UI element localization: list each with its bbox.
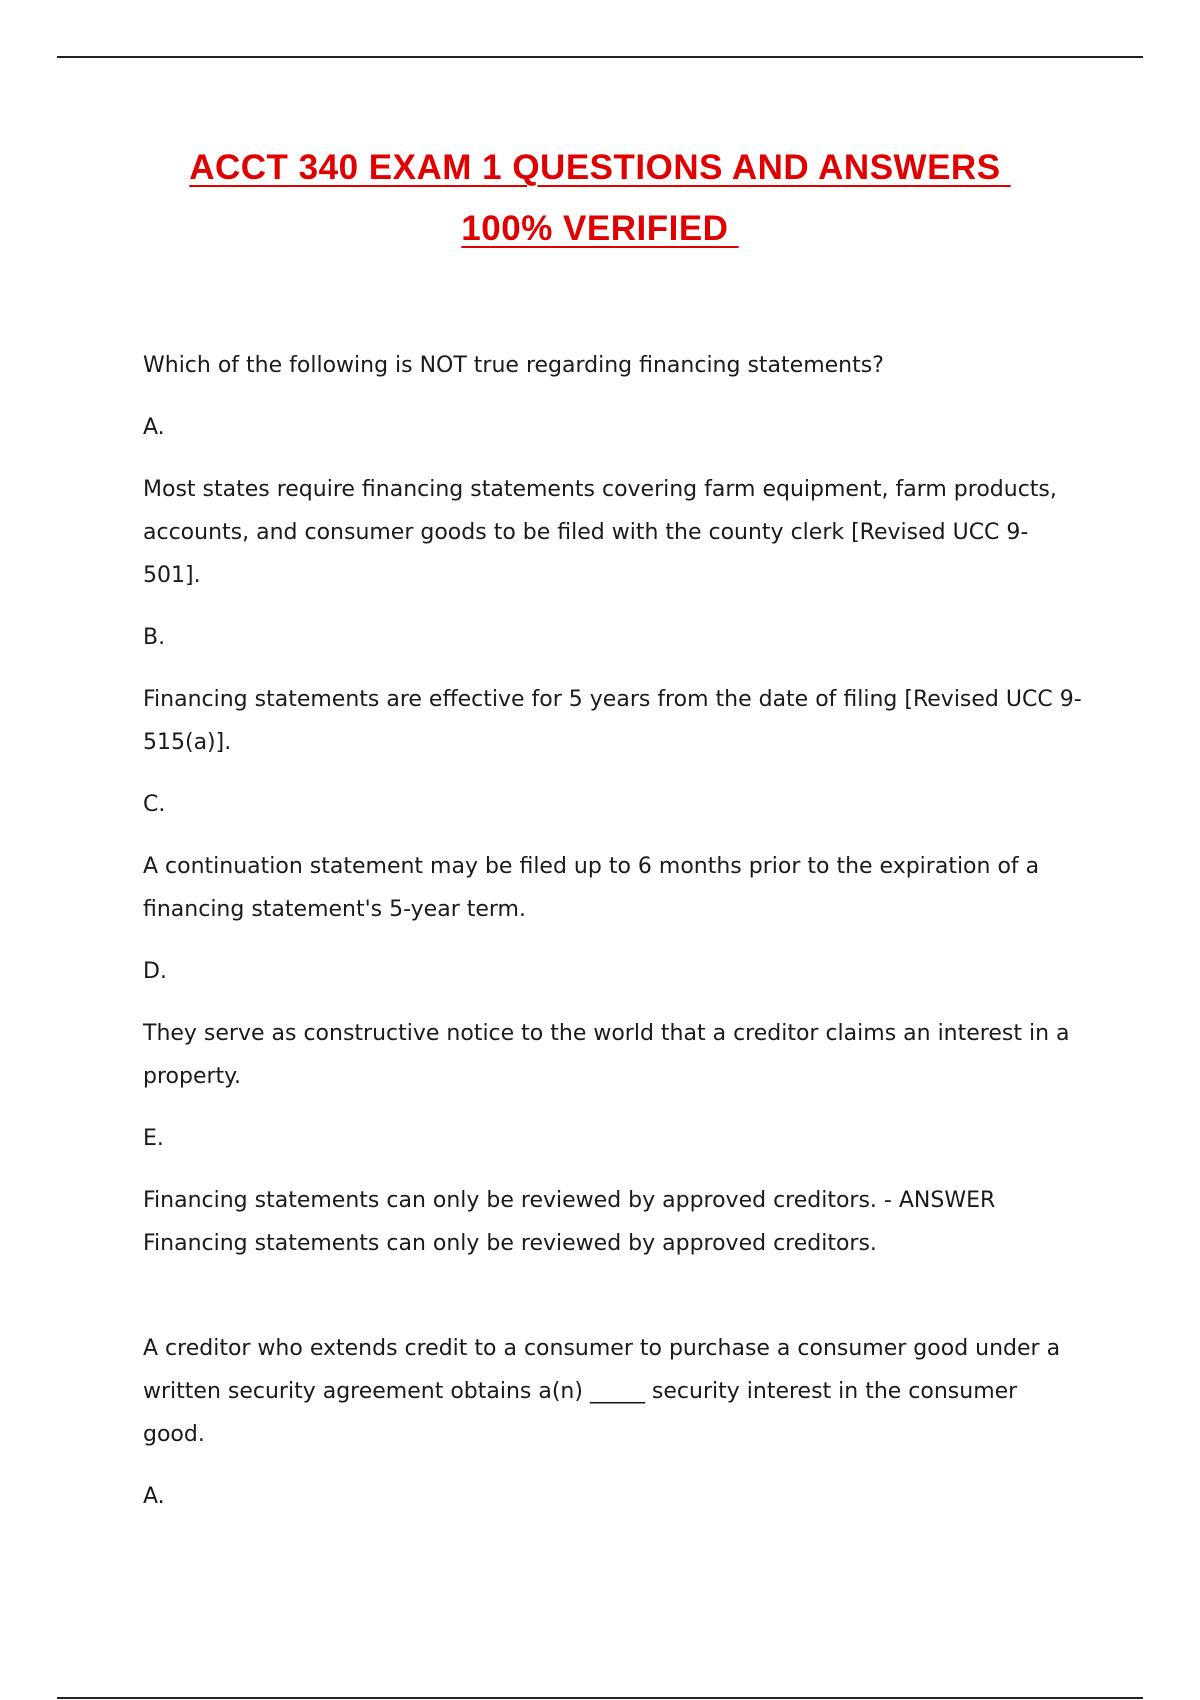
question-1-option-d-text: They serve as constructive notice to the world that a creditor claims an interest in a property. xyxy=(143,1021,1070,1089)
title-text-2: 100% VERIFIED xyxy=(461,209,739,248)
title-text-1: ACCT 340 EXAM 1 QUESTIONS AND ANSWERS xyxy=(189,148,1011,187)
question-1-option-e-letter: E. xyxy=(143,1126,164,1151)
question-1-prompt: Which of the following is NOT true regarding financing statements? xyxy=(143,353,884,378)
question-1-option-b-text: Financing statements are effective for 5 years from the date of filing [Revised UCC 9-515(a)]. xyxy=(143,687,1082,755)
question-1-option-a-letter: A. xyxy=(143,415,165,440)
question-2-prompt: A creditor who extends credit to a consumer to purchase a consumer good under a written security agreement obtains a(n) _____ security interest in the consumer good. xyxy=(143,1336,1061,1447)
question-2-option-a-letter: A. xyxy=(143,1484,165,1509)
document-title-line-2 xyxy=(0,207,1200,251)
question-1-option-d-letter: D. xyxy=(143,959,167,984)
document-body xyxy=(143,344,1083,1537)
question-1-option-b-letter: B. xyxy=(143,625,166,650)
document-title-line-1 xyxy=(0,146,1200,190)
question-1-option-c-text: A continuation statement may be filed up to 6 months prior to the expiration of a financing statement's 5-year term. xyxy=(143,854,1040,922)
question-1-option-e-text: Financing statements can only be reviewed by approved creditors. - ANSWER Financing statements can only be reviewed by approved creditors. xyxy=(143,1188,996,1256)
question-1-option-a-text: Most states require financing statements covering farm equipment, farm products, accounts, and consumer goods to be filed with the county clerk [Revised UCC 9-501]. xyxy=(143,477,1057,588)
question-1-option-c-letter: C. xyxy=(143,792,166,817)
top-rule xyxy=(57,56,1143,58)
bottom-rule xyxy=(57,1697,1143,1699)
